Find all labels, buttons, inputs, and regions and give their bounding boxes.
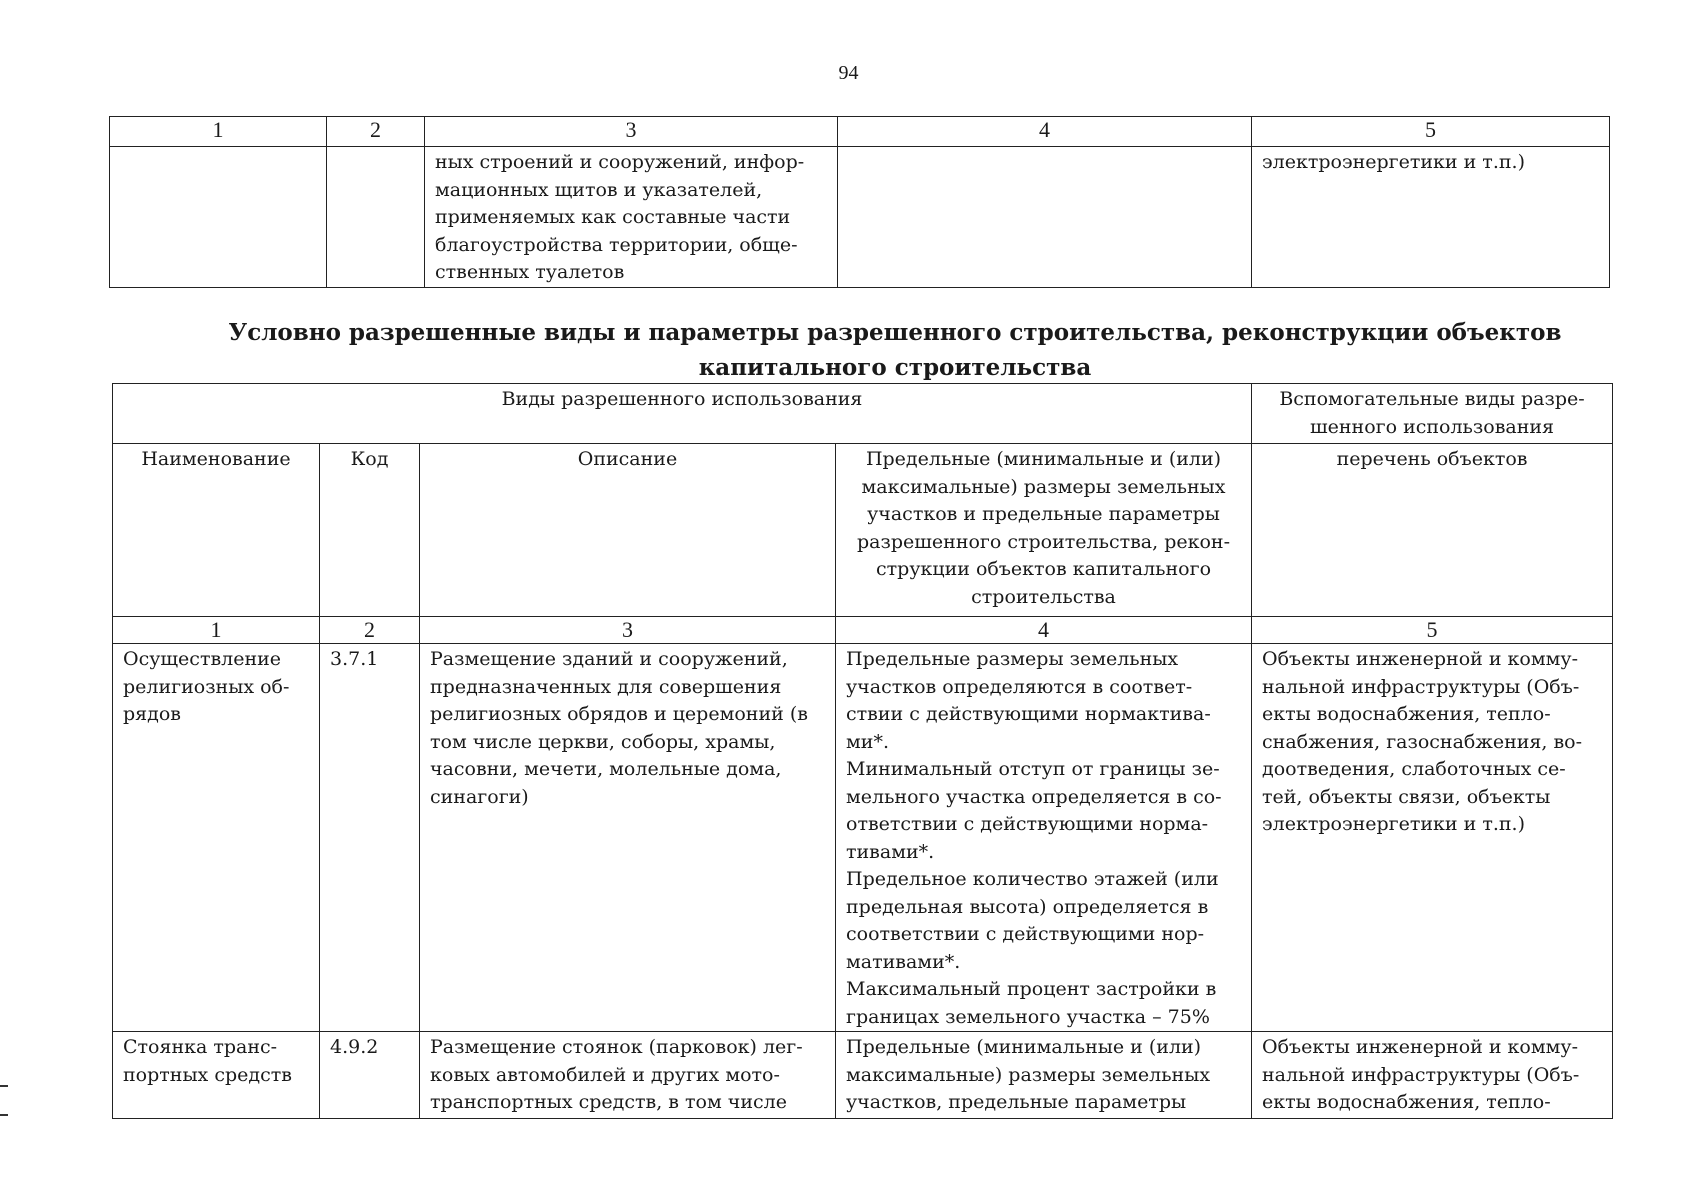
- group-header: Виды разрешенного использования: [113, 384, 1252, 444]
- column-number: 5: [1252, 117, 1610, 147]
- continuation-table: [109, 116, 1610, 288]
- column-number: 4: [836, 617, 1252, 644]
- cell-description: Размещение стоянок (парковок) лег- ковых автомобилей и других мото- транспортных средств, в том числе: [420, 1032, 836, 1119]
- group-header-row: [113, 384, 1613, 444]
- header-description: Описание: [420, 444, 836, 617]
- column-number: 4: [838, 117, 1252, 147]
- column-number: 3: [420, 617, 836, 644]
- conditional-use-table: [112, 383, 1613, 1119]
- column-number: 3: [425, 117, 838, 147]
- column-number-row: [113, 617, 1613, 644]
- cell-description: Размещение зданий и сооружений, предназначенных для совершения религиозных обрядов и церемоний (в том числе церкви, соборы, храмы, часовни, мечети, молельные дома, синагоги): [420, 644, 836, 1032]
- table-row: [113, 644, 1613, 1032]
- section-title: Условно разрешенные виды и параметры разрешенного строительства, реконструкции объектов капитального строительства: [228, 319, 1562, 381]
- header-objects: перечень объектов: [1252, 444, 1613, 617]
- table-row: [110, 147, 1610, 288]
- column-header-row: [113, 444, 1613, 617]
- cell-name: Осуществление религиозных об- рядов: [113, 644, 320, 1032]
- cell-limits: [838, 147, 1252, 288]
- header-name: Наименование: [113, 444, 320, 617]
- column-number: 1: [110, 117, 327, 147]
- column-number-row: [110, 117, 1610, 147]
- cell-limits: Предельные (минимальные и (или) максимальные) размеры земельных участков, предельные параметры: [836, 1032, 1252, 1119]
- cell-objects: электроэнергетики и т.п.): [1252, 147, 1610, 288]
- table-row: [113, 1032, 1613, 1119]
- cell-description: ных строений и сооружений, инфор- мационных щитов и указателей, применяемых как составные части благоустройства территории, обще- ственных туалетов: [425, 147, 838, 288]
- cell-objects: Объекты инженерной и комму- нальной инфраструктуры (Объ- екты водоснабжения, тепло- снабжения, газоснабжения, во- доотведения, слаботочных се- тей, объекты связи, объекты электроэнергетики и т.п.): [1252, 644, 1613, 1032]
- cell-objects: Объекты инженерной и комму- нальной инфраструктуры (Объ- екты водоснабжения, тепло-: [1252, 1032, 1613, 1119]
- column-number: 5: [1252, 617, 1613, 644]
- cell-code: 4.9.2: [320, 1032, 420, 1119]
- column-number: 2: [320, 617, 420, 644]
- header-limits: Предельные (минимальные и (или) максимальные) размеры земельных участков и предельные параметры разрешенного строительства, рекон- струкции объектов капитального строительства: [836, 444, 1252, 617]
- cell-name: [110, 147, 327, 288]
- cell-code: [327, 147, 425, 288]
- column-number: 2: [327, 117, 425, 147]
- margin-mark: [0, 1085, 8, 1087]
- cell-name: Стоянка транс- портных средств: [113, 1032, 320, 1119]
- cell-limits: Предельные размеры земельных участков определяются в соответ- ствии с действующими нормактива- ми*. Минимальный отступ от границы зе- мельного участка определяется в со- ответствии с действующими норма- тивами*. Предельное количество этажей (или предельная высота) определяется в соответствии с действующими нор- мативами*. Максимальный процент застройки в границах земельного участка – 75%: [836, 644, 1252, 1032]
- cell-code: 3.7.1: [320, 644, 420, 1032]
- page-number: 94: [838, 62, 859, 84]
- column-number: 1: [113, 617, 320, 644]
- header-code: Код: [320, 444, 420, 617]
- aux-header: Вспомогательные виды разре- шенного использования: [1252, 384, 1613, 444]
- margin-mark: [0, 1114, 8, 1116]
